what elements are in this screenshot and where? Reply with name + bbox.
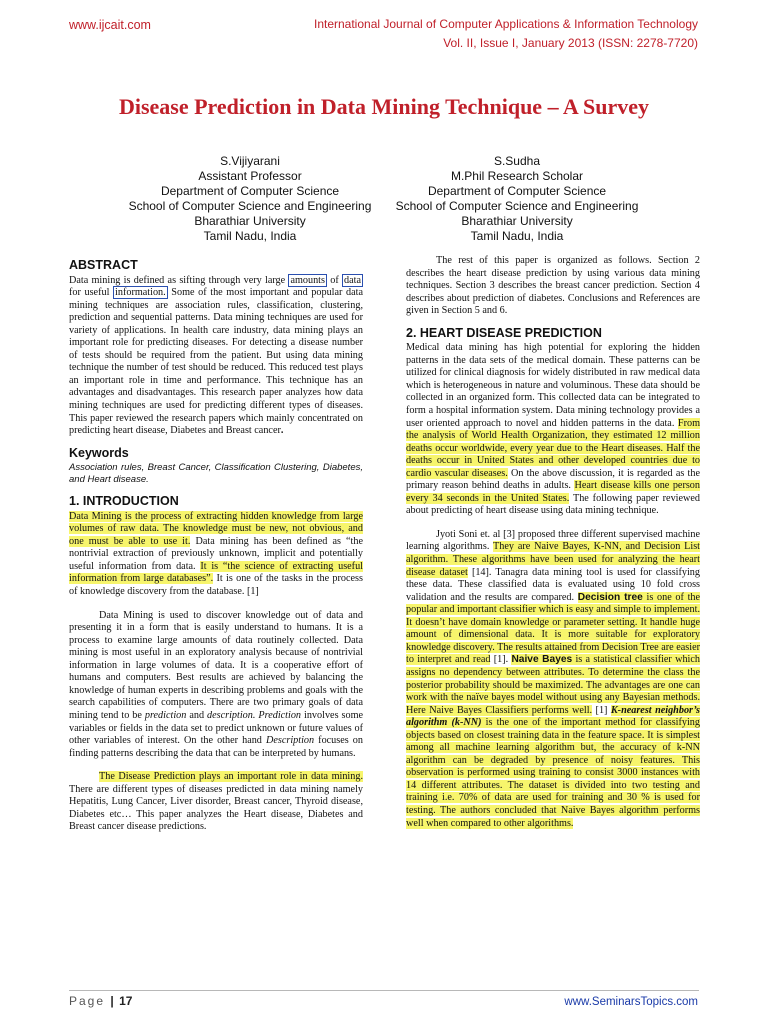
highlight: It is “the science of extracting useful information from large databases”. (69, 560, 363, 585)
text-run: [14]. Tanagra data mining tool is used for classifying these data. These classified data is evaluated using 10 fold cross validation and the results are compared. (406, 566, 700, 603)
term-link-data[interactable]: data (344, 274, 361, 286)
author-location: Tamil Nadu, India (470, 229, 564, 243)
italic-term: Description (265, 735, 315, 747)
keywords-text: Association rules, Breast Cancer, Classification Clustering, Diabetes, and Heart disease. (69, 462, 363, 486)
author-school: School of Computer Science and Engineering (128, 199, 372, 213)
bold-term: Decision tree (577, 591, 643, 603)
author-block-1 (120, 154, 380, 244)
highlight: They are Naive Bayes, K-NN, and Decision List algorithm. These algorithms have been used for analyzing the heart disease dataset (406, 541, 700, 578)
page-number-label (69, 994, 132, 1008)
text-run: [1] (592, 704, 611, 716)
italic-term: description. Prediction (207, 709, 302, 721)
journal-issue: Vol. II, Issue I, January 2013 (ISSN: 2278-7720) (443, 36, 698, 50)
bold-term: Naive Bayes (511, 654, 573, 666)
text-run: Medical data mining has high potential for exploring the hidden patterns in the data sets of the medical domain. These patterns can be utilized for clinical diagnosis for widely distributed in raw medical data which is heterogeneous in nature and voluminous. These data should be collected in an organized form. This collected data can be integrated to form a hospital information system. Data mining technology provides a user oriented approach to novel and hidden patterns in the data. (406, 342, 700, 429)
author-name: S.Sudha (493, 154, 541, 168)
abstract-text-part: Some of the most important and popular data mining techniques are association rules, classification, clustering, prediction and sequential patterns. Data mining techniques are used for variety of applications. In health care industry, data mining plays an important role for predicting diseases. For detecting a disease number of tests should be required from the patient. But using data mining technique the number of test should be reduced. This reduced test plays an important role in time and performance. This technique has an advantages and disadvantages. This research paper analyzes how data mining techniques are used for predicting different types of diseases. This paper reviewed the research papers which mainly concentrated on predicting heart disease, Diabetes and Breast cancer (69, 287, 364, 437)
text-run: On the above discussion, it is regarded as the primary reason behind deaths in adults. (406, 467, 700, 492)
author-name: S.Vijiyarani (220, 154, 280, 168)
text-run: There are different types of diseases predicted in data mining namely Hepatitis, Lung Cancer, Liver disorder, Breast cancer, Thyroid disease, Diabetes etc… This paper analyzes the Heart disease, Diabetes and Breast cancer disease predictions. (69, 783, 363, 833)
text-run: Jyoti Soni et. al [3] proposed three different supervised machine learning algorithms. (406, 528, 700, 553)
intro-paragraph-3 (69, 771, 363, 834)
text-run: focuses on finding patterns describing the data that can be interpreted by humans. (69, 735, 363, 759)
text-run: and (186, 709, 208, 721)
highlight: The Disease Prediction plays an important role in data mining. (99, 771, 363, 783)
italic-term: prediction (144, 709, 187, 721)
journal-site-link[interactable]: www.ijcait.com (69, 18, 151, 32)
term-link-information[interactable]: information. (115, 287, 166, 299)
abstract-text (69, 275, 363, 438)
keywords-heading: Keywords (69, 445, 129, 460)
footer-divider (69, 990, 699, 991)
bold-term: K-nearest neighbor’s algorithm (k-NN) (406, 704, 700, 729)
abstract-end: . (280, 425, 284, 437)
page-number: 17 (119, 994, 133, 1008)
text-run: [1]. (490, 654, 512, 666)
author-school: School of Computer Science and Engineering (395, 199, 639, 213)
text-run: Data mining has been defined as “the nontrivial extraction of previously unknown, implicit and potentially useful information from data. (69, 535, 363, 572)
journal-header (314, 15, 698, 53)
text-run: It is one of the tasks in the process of knowledge discovery from the database. [1] (69, 573, 363, 598)
journal-name: International Journal of Computer Applications & Information Technology (313, 17, 698, 31)
abstract-heading: ABSTRACT (69, 258, 138, 272)
organization-paragraph: The rest of this paper is organized as follows. Section 2 describes the heart disease prediction by using various data mining techniques. Section 3 describes the breast cancer prediction. Section 4 describes about prediction of diabetes. Conclusions and References are given in Section 5 and 6. (406, 255, 700, 317)
text-run: Data Mining is used to discover knowledge out of data and presenting it in a form that is easily understand to humans. It is a process to examine large amounts of data routinely collected. Data mining is most useful in an exploratory analysis because of nontrivial information in large volumes of data. It is a cooperative effort of humans and computers. Best results are achieved by balancing the knowledge of human experts in describing problems and goals with the search capabilities of computers. There are two primary goals of data mining tend to be (69, 609, 363, 721)
paper-title: Disease Prediction in Data Mining Technique – A Survey (118, 94, 650, 119)
highlight: is one of the popular and important classifier which is easy and simple to implement. It doesn’t have domain knowledge or parameter setting. It handle huge amount of dimensional data. It is more suitable for exploratory knowledge discovery. The results attained from Decision Tree are easier to interpret and read (406, 591, 701, 666)
text-run: The following paper reviewed about predicting of heart disease using data mining technique. (406, 492, 700, 517)
author-location: Tamil Nadu, India (203, 229, 297, 243)
author-university: Bharathiar University (461, 214, 573, 228)
author-position: M.Phil Research Scholar (450, 169, 584, 183)
page-label: Page (69, 994, 106, 1008)
footer-site-link[interactable]: www.SeminarsTopics.com (564, 996, 698, 1008)
right-column (406, 255, 700, 830)
term-link-amounts[interactable]: amounts (290, 274, 325, 286)
introduction-heading: 1. INTRODUCTION (69, 494, 179, 509)
intro-paragraph-1 (69, 511, 363, 599)
text-run: involves some variables or fields in the data set to predict unknown or future values of other variables of interest. On the other hand (69, 709, 364, 747)
highlight: is the one of the important method for classifying objects based on closest training data in the feature space. It is simplest among all machine learning algorithm but, the accuracy of k-NN algorithm can be degraded by presence of noisy features. This observation is performed using training to consist 3000 instances with 14 different attributes. The dataset is divided into two testing and training i.e. 70% of data are used for training and 30 % is used for testing. The authors concluded that Naive Bayes algorithm performs well when compared to other algorithms. (406, 717, 700, 829)
heart-paragraph-1 (406, 342, 700, 518)
highlight: is a statistical classifier which assigns no dependency between attributes. To determine the class the posterior probability should be maximized. The advantages are one can work with the naïve bayes model without using any Bayesian methods. Here Naive Bayes Classifiers performs well. (406, 654, 700, 716)
heart-disease-heading: 2. HEART DISEASE PREDICTION (406, 325, 602, 340)
author-university: Bharathiar University (194, 214, 306, 228)
page-separator: | (110, 994, 114, 1008)
author-position: Assistant Professor (198, 169, 302, 183)
author-block-2 (387, 154, 647, 244)
abstract-text-part: Data mining is defined as sifting through very large (69, 274, 289, 286)
author-department: Department of Computer Science (160, 184, 340, 198)
abstract-text-part: for useful (69, 287, 114, 299)
intro-paragraph-2 (69, 610, 363, 761)
highlight: Data Mining is the process of extracting hidden knowledge from large volumes of raw data. The knowledge must be new, not obvious, and one must be able to use it. (69, 510, 363, 547)
abstract-text-part: of (326, 274, 343, 286)
heart-paragraph-2 (406, 529, 700, 830)
left-column (69, 255, 363, 834)
author-department: Department of Computer Science (427, 184, 607, 198)
highlight: Heart disease kills one person every 34 seconds in the United States. (406, 480, 700, 504)
highlight: From the analysis of World Health Organization, they estimated 12 million deaths occur worldwide, every year due to the Heart diseases. Half the deaths occur in United States and other developed countries due to cardio vascular diseases. (406, 417, 700, 479)
